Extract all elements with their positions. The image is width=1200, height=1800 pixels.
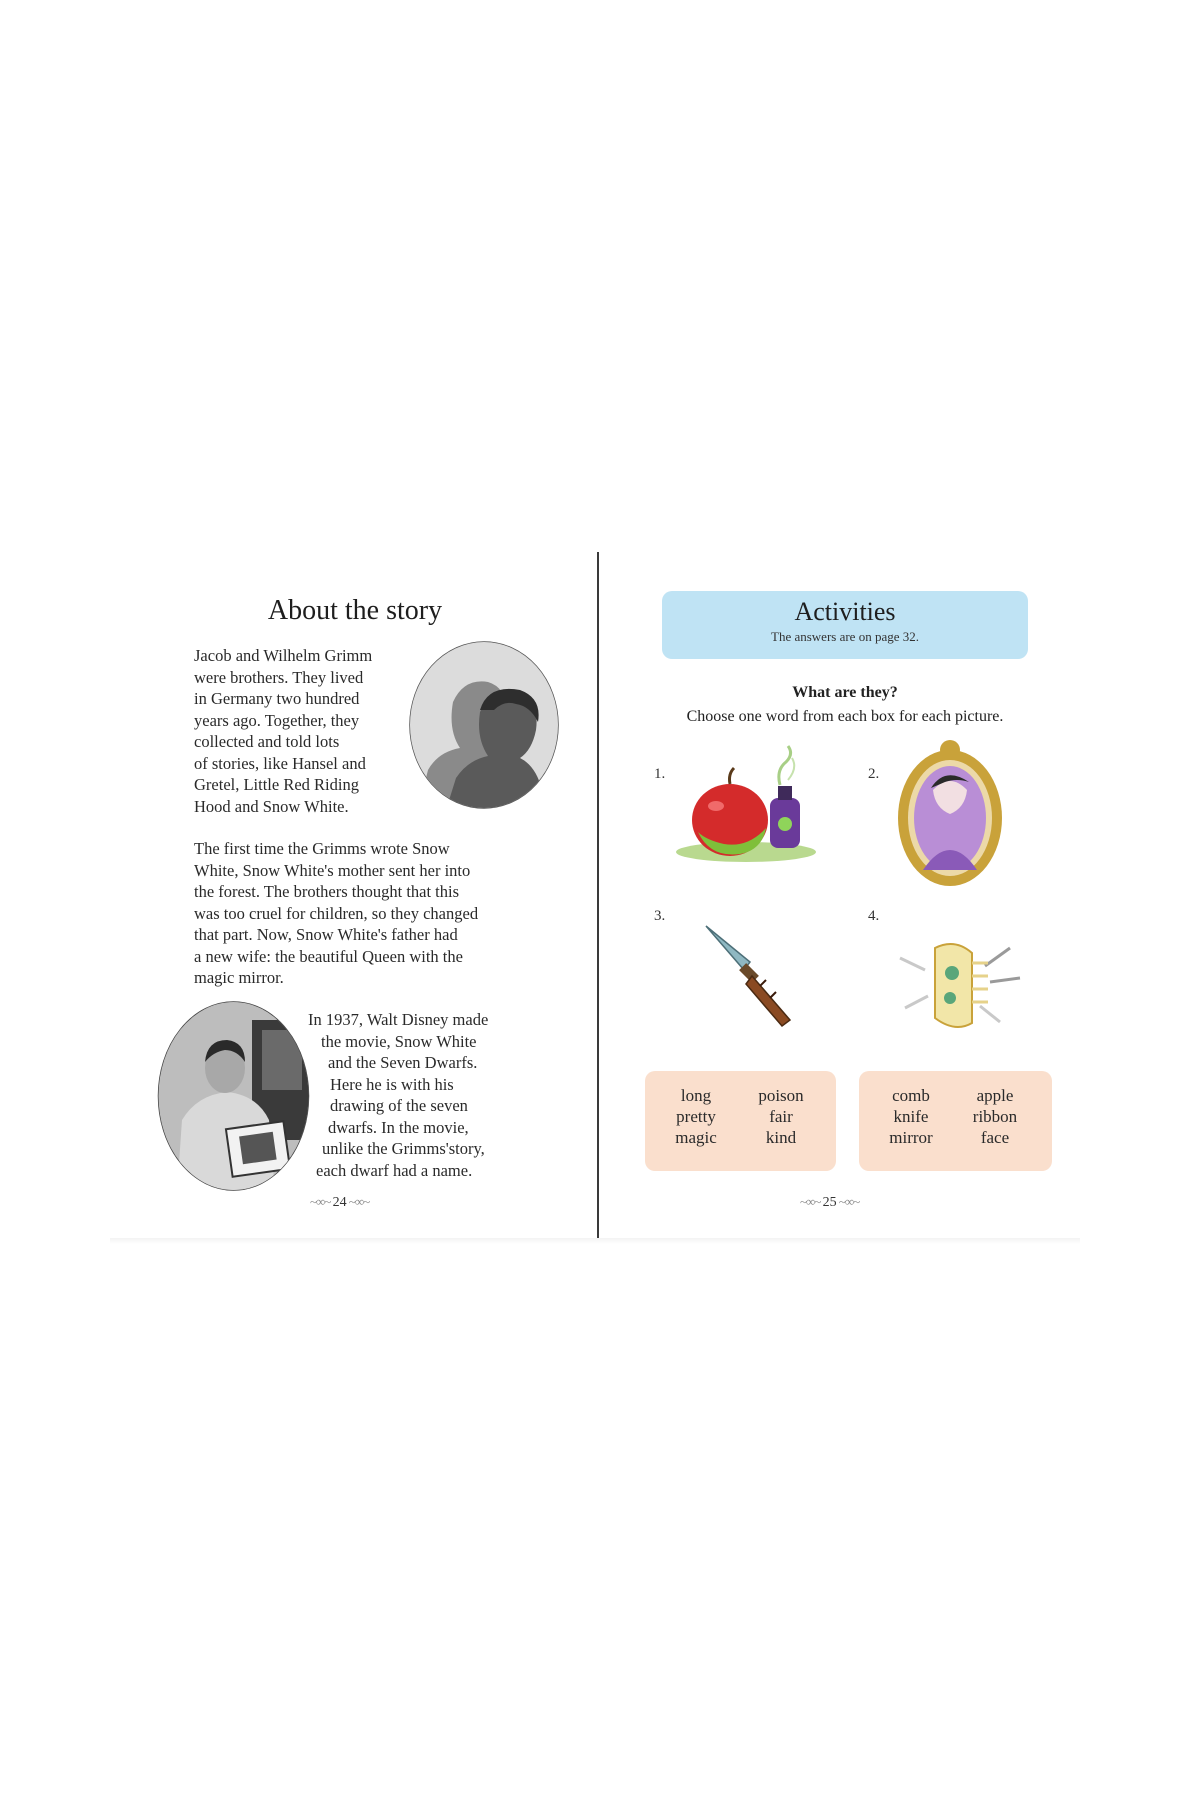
page-number-text: 24: [332, 1195, 347, 1210]
word-option: ribbon: [972, 1107, 1018, 1126]
ornament-icon: ~∞~: [346, 1194, 370, 1209]
book-gutter: [597, 552, 599, 1244]
picture-number-1: 1.: [654, 766, 666, 782]
page-number-text: 25: [822, 1195, 837, 1210]
text-line: unlike the Grimms'story,: [322, 1139, 485, 1158]
word-option: kind: [765, 1128, 797, 1147]
word-column: [741, 1085, 821, 1148]
activities-title: Activities: [794, 597, 896, 626]
text-line: Here he is with his: [330, 1074, 454, 1094]
text-line: dwarfs. In the movie,: [328, 1117, 469, 1137]
text-line: In 1937, Walt Disney made: [308, 1010, 489, 1029]
text-line: drawing of the seven: [330, 1096, 468, 1115]
page-bottom-edge: [110, 1238, 1080, 1244]
grimm-story-paragraph: [194, 838, 524, 989]
text-line: were brothers. They lived: [194, 667, 364, 687]
left-page-number: [310, 1194, 369, 1211]
disney-paragraph: [308, 1009, 548, 1181]
text-line: the forest. The brothers thought that this: [194, 882, 460, 901]
text-line: that part. Now, Snow White's father had: [194, 925, 458, 944]
ornament-icon: ~∞~: [836, 1194, 860, 1209]
text-line: each dwarf had a name.: [316, 1160, 473, 1180]
text-line: was too cruel for children, so they changed: [194, 903, 479, 923]
word-column: [871, 1085, 951, 1148]
word-option: comb: [892, 1086, 930, 1105]
text-line: years ago. Together, they: [194, 710, 360, 730]
text-line: Gretel, Little Red Riding: [194, 775, 359, 794]
magic-mirror-illustration: [885, 730, 1015, 895]
word-option: long: [680, 1086, 712, 1105]
text-line: magic mirror.: [194, 968, 284, 987]
word-option: magic: [675, 1128, 717, 1147]
activity-question: What are they?: [792, 684, 898, 701]
knife-illustration: [700, 920, 800, 1030]
word-box-2: [859, 1071, 1052, 1171]
word-box-1: [645, 1071, 836, 1171]
word-option: poison: [758, 1086, 804, 1105]
text-line: the movie, Snow White: [321, 1031, 477, 1051]
text-line: in Germany two hundred: [194, 689, 360, 708]
word-option: fair: [769, 1107, 793, 1126]
word-option: apple: [976, 1086, 1014, 1105]
text-line: White, Snow White's mother sent her into: [194, 860, 471, 880]
text-line: Jacob and Wilhelm Grimm: [194, 646, 373, 665]
right-page-number: [800, 1194, 859, 1211]
activity-instruction: Choose one word from each box for each picture.: [686, 708, 1004, 725]
text-line: collected and told lots: [194, 732, 340, 751]
left-page-title: About the story: [267, 595, 443, 626]
picture-number-4: 4.: [868, 908, 880, 924]
picture-number-2: 2.: [868, 766, 880, 782]
ornament-icon: ~∞~: [310, 1194, 333, 1209]
comb-illustration: [880, 918, 1030, 1048]
text-line: and the Seven Dwarfs.: [328, 1053, 478, 1072]
grimm-brothers-portrait: [408, 640, 560, 810]
apple-poison-illustration: [668, 740, 838, 865]
word-column: [656, 1085, 736, 1148]
word-option: knife: [893, 1107, 929, 1126]
word-option: mirror: [889, 1128, 933, 1147]
word-column: [955, 1085, 1035, 1148]
picture-number-3: 3.: [654, 908, 666, 924]
activities-subtitle: The answers are on page 32.: [771, 629, 919, 644]
text-line: of stories, like Hansel and: [194, 753, 366, 773]
word-option: pretty: [676, 1107, 716, 1126]
walt-disney-photo: [157, 1000, 310, 1192]
text-line: The first time the Grimms wrote Snow: [194, 839, 450, 858]
grimm-paragraph: [194, 645, 424, 817]
text-line: a new wife: the beautiful Queen with the: [194, 946, 463, 966]
activities-banner: [662, 591, 1028, 659]
ornament-icon: ~∞~: [800, 1194, 823, 1209]
word-option: face: [980, 1128, 1010, 1147]
text-line: Hood and Snow White.: [194, 796, 349, 816]
